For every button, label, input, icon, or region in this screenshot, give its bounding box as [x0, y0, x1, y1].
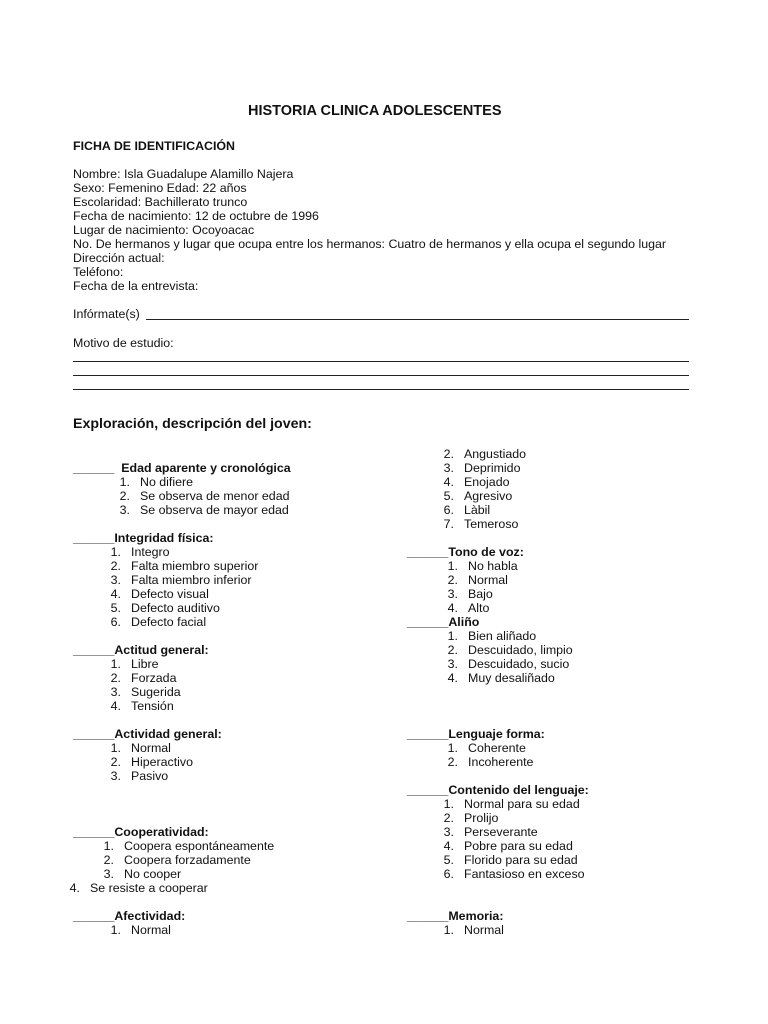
lenguaje-forma-section-title: ______Lenguaje forma: [407, 727, 545, 741]
actitud-section-title: ______Actitud general: [73, 643, 209, 657]
list-item[interactable]: 1. Normal [110, 923, 171, 937]
list-item[interactable]: 3. Bajo [447, 587, 493, 601]
list-item[interactable]: 2. Hiperactivo [110, 755, 193, 769]
ficha-sexo-edad: Sexo: Femenino Edad: 22 años [73, 181, 247, 195]
ficha-hermanos: No. De hermanos y lugar que ocupa entre los hermanos: Cuatro de hermanos y ella ocupa el segundo lugar [73, 237, 667, 251]
edad-section-title: ______ Edad aparente y cronológica [73, 461, 291, 475]
exploracion-heading: Exploración, descripción del joven: [73, 416, 312, 432]
list-item[interactable]: 1. Normal [110, 741, 171, 755]
list-item[interactable]: 1. Normal para su edad [443, 797, 580, 811]
list-item[interactable]: 2. Angustiado [443, 447, 527, 461]
ficha-telefono: Teléfono: [73, 265, 124, 279]
list-item[interactable]: 4. Defecto visual [110, 587, 209, 601]
list-item[interactable]: 1. Coherente [447, 741, 526, 755]
list-item[interactable]: 7. Temeroso [443, 517, 519, 531]
list-item[interactable]: 5. Florido para su edad [443, 853, 578, 867]
list-item[interactable]: 4. Pobre para su edad [443, 839, 573, 853]
list-item[interactable]: 3. Descuidado, sucio [447, 657, 570, 671]
afectividad-section-title: ______Afectividad: [73, 909, 186, 923]
list-item[interactable]: 3. Perseverante [443, 825, 538, 839]
list-item[interactable]: 4. Alto [447, 601, 490, 615]
list-item[interactable]: 3. Sugerida [110, 685, 181, 699]
list-item[interactable]: 6. Làbil [443, 503, 491, 517]
list-item[interactable]: 1. Coopera espontáneamente [103, 839, 275, 853]
list-item[interactable]: 1. Bien aliñado [447, 629, 537, 643]
ficha-fecha-entrevista: Fecha de la entrevista: [73, 279, 199, 293]
list-item[interactable]: 3. No cooper [103, 867, 182, 881]
list-item[interactable]: 5. Defecto auditivo [110, 601, 220, 615]
informante-label: Infórmate(s) [73, 307, 140, 321]
list-item[interactable]: 2. Prolijo [443, 811, 499, 825]
list-item[interactable]: 1. Libre [110, 657, 159, 671]
motivo-line-2[interactable] [73, 375, 689, 376]
list-item[interactable]: 2. Coopera forzadamente [103, 853, 251, 867]
integridad-section-title: ______Integridad física: [73, 531, 214, 545]
list-item[interactable]: 6. Defecto facial [110, 615, 207, 629]
list-item[interactable]: 4. Muy desaliñado [447, 671, 555, 685]
list-item[interactable]: 1. No difiere [119, 475, 194, 489]
memoria-section-title: ______Memoria: [407, 909, 504, 923]
list-item[interactable]: 6. Fantasioso en exceso [443, 867, 585, 881]
list-item[interactable]: 3. Falta miembro inferior [110, 573, 252, 587]
ficha-direccion: Dirección actual: [73, 251, 165, 265]
list-item[interactable]: 1. Normal [443, 923, 504, 937]
list-item[interactable]: 4. Tensión [110, 699, 174, 713]
alino-section-title: ______Aliño [407, 615, 480, 629]
list-item[interactable]: 2. Descuidado, limpio [447, 643, 573, 657]
list-item[interactable]: 3. Deprimido [443, 461, 521, 475]
contenido-section-title: ______Contenido del lenguaje: [407, 783, 589, 797]
list-item[interactable]: 4. Se resiste a cooperar [69, 881, 208, 895]
list-item[interactable]: 3. Pasivo [110, 769, 169, 783]
list-item[interactable]: 1. Integro [110, 545, 170, 559]
ficha-heading: FICHA DE IDENTIFICACIÓN [73, 139, 235, 153]
cooperatividad-section-title: ______Cooperatividad: [73, 825, 209, 839]
informante-line[interactable] [146, 319, 689, 320]
ficha-fecha-nacimiento: Fecha de nacimiento: 12 de octubre de 1996 [73, 209, 319, 223]
ficha-escolaridad: Escolaridad: Bachillerato trunco [73, 195, 248, 209]
list-item[interactable]: 4. Enojado [443, 475, 510, 489]
motivo-line-1[interactable] [73, 361, 689, 362]
list-item[interactable]: 2. Falta miembro superior [110, 559, 259, 573]
ficha-nombre: Nombre: Isla Guadalupe Alamillo Najera [73, 167, 294, 181]
actividad-section-title: ______Actividad general: [73, 727, 222, 741]
list-item[interactable]: 2. Se observa de menor edad [119, 489, 290, 503]
page-title: HISTORIA CLINICA ADOLESCENTES [248, 103, 502, 119]
tono-section-title: ______Tono de voz: [407, 545, 524, 559]
motivo-label: Motivo de estudio: [73, 336, 174, 350]
list-item[interactable]: 5. Agresivo [443, 489, 513, 503]
list-item[interactable]: 2. Incoherente [447, 755, 534, 769]
list-item[interactable]: 1. No habla [447, 559, 518, 573]
list-item[interactable]: 2. Forzada [110, 671, 177, 685]
list-item[interactable]: 2. Normal [447, 573, 508, 587]
list-item[interactable]: 3. Se observa de mayor edad [119, 503, 289, 517]
motivo-line-3[interactable] [73, 389, 689, 390]
ficha-lugar-nacimiento: Lugar de nacimiento: Ocoyoacac [73, 223, 255, 237]
